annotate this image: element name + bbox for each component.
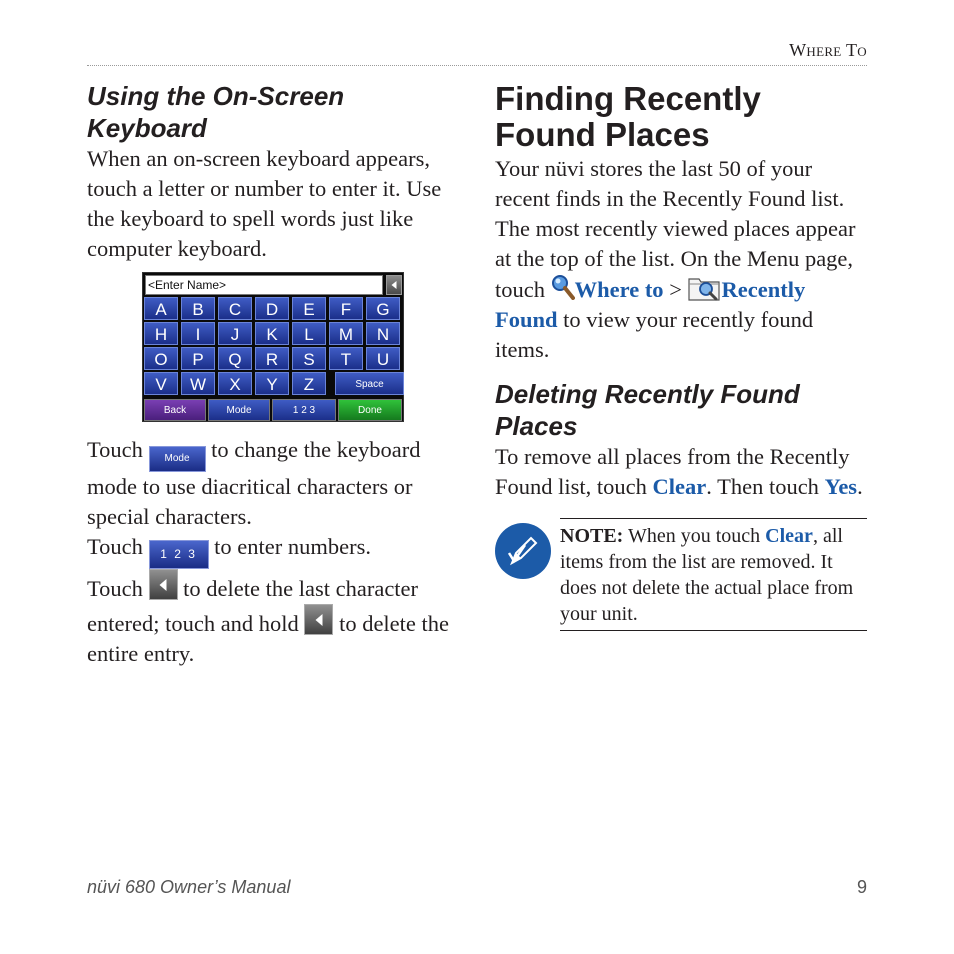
key-k[interactable]: K	[255, 322, 289, 345]
touch-text: Touch	[87, 534, 143, 559]
touch-delete-text-2: to delete the entire entry.	[87, 611, 450, 666]
key-z[interactable]: Z	[292, 372, 326, 395]
yes-link[interactable]: Yes	[824, 474, 858, 499]
key-q[interactable]: Q	[218, 347, 252, 370]
footer-manual-title: nüvi 680 Owner’s Manual	[87, 877, 291, 897]
keyboard-screenshot	[142, 272, 404, 422]
recently-found-link[interactable]: Recently Found	[495, 277, 806, 332]
note-clear-link[interactable]: Clear	[765, 525, 813, 547]
key-r[interactable]: R	[255, 347, 289, 370]
key-f[interactable]: F	[329, 297, 363, 320]
numbers-button-inline: 1 2 3	[149, 540, 209, 569]
key-e[interactable]: E	[292, 297, 326, 320]
key-o[interactable]: O	[144, 347, 178, 370]
note-text: When you touch	[627, 525, 761, 547]
key-b[interactable]: B	[181, 297, 215, 320]
touch-mode-para	[87, 435, 455, 532]
clear-link[interactable]: Clear	[652, 474, 707, 499]
enter-name-field[interactable]: <Enter Name>	[145, 275, 383, 295]
key-n[interactable]: N	[366, 322, 400, 345]
page-number: 9	[856, 877, 867, 897]
touch-delete-para	[87, 569, 455, 669]
back-button[interactable]: Back	[144, 399, 206, 421]
recently-found-folder-icon	[688, 274, 722, 302]
deleting-para	[495, 442, 870, 502]
deleting-heading: Deleting Recently Found Places	[495, 379, 800, 441]
done-button[interactable]: Done	[338, 399, 402, 421]
para-text: Your nüvi stores the last 50 of your recent finds in the Recently Found list. The most recently viewed places appear at the top of the list. On the Menu page, touch	[495, 156, 856, 302]
key-c[interactable]: C	[218, 297, 252, 320]
numbers-button[interactable]: 1 2 3	[272, 399, 336, 421]
left-column	[87, 80, 455, 264]
pencil-check-icon	[495, 523, 551, 579]
keyboard-heading: Using the On-Screen Keyboard	[87, 81, 345, 143]
left-arrow-icon	[392, 281, 397, 289]
para-text: .	[857, 474, 863, 499]
key-u[interactable]: U	[366, 347, 400, 370]
backspace-icon	[149, 569, 178, 600]
key-w[interactable]: W	[181, 372, 215, 395]
para-text: to view your recently found items.	[495, 307, 814, 362]
right-column	[495, 80, 870, 502]
touch-123-para	[87, 532, 455, 569]
page-header	[87, 40, 867, 66]
key-a[interactable]: A	[144, 297, 178, 320]
note-text-box	[560, 518, 867, 631]
key-p[interactable]: P	[181, 347, 215, 370]
touch-text: Touch	[87, 576, 143, 601]
key-l[interactable]: L	[292, 322, 326, 345]
mode-button-inline: Mode	[149, 446, 206, 472]
where-to-link[interactable]: Where to	[574, 277, 664, 302]
touch-text: Touch	[87, 437, 143, 462]
key-x[interactable]: X	[218, 372, 252, 395]
key-i[interactable]: I	[181, 322, 215, 345]
note-callout	[495, 518, 867, 631]
key-t[interactable]: T	[329, 347, 363, 370]
space-key[interactable]: Space	[335, 372, 404, 395]
para-text: To remove all places from the Recently Found list, touch	[495, 444, 850, 499]
backspace-icon	[304, 604, 333, 635]
separator: >	[669, 277, 682, 302]
mode-button[interactable]: Mode	[208, 399, 270, 421]
touch-delete-text-1: to delete the last character entered; touch and hold	[87, 576, 419, 636]
section-title: Where To	[789, 40, 867, 60]
key-m[interactable]: M	[329, 322, 363, 345]
key-g[interactable]: G	[366, 297, 400, 320]
note-label: NOTE:	[560, 525, 624, 547]
key-s[interactable]: S	[292, 347, 326, 370]
key-d[interactable]: D	[255, 297, 289, 320]
key-j[interactable]: J	[218, 322, 252, 345]
touch-123-text: to enter numbers.	[214, 534, 372, 559]
key-y[interactable]: Y	[255, 372, 289, 395]
para-text: . Then touch	[706, 474, 819, 499]
key-h[interactable]: H	[144, 322, 178, 345]
touch-mode-text: to change the keyboard mode to use diacritical characters or special characters.	[87, 437, 421, 529]
backspace-key[interactable]	[386, 275, 402, 295]
note-text: , all items from the list are removed. It does not delete the actual place from your unit.	[560, 525, 854, 625]
keyboard-intro: When an on-screen keyboard appears, touch a letter or number to enter it. Use the keyboard to spell words just like computer keyboard.	[87, 146, 442, 261]
key-v[interactable]: V	[144, 372, 178, 395]
main-heading: Finding Recently Found Places	[495, 80, 761, 153]
magnifier-icon	[551, 274, 575, 300]
recently-found-para	[495, 154, 870, 365]
